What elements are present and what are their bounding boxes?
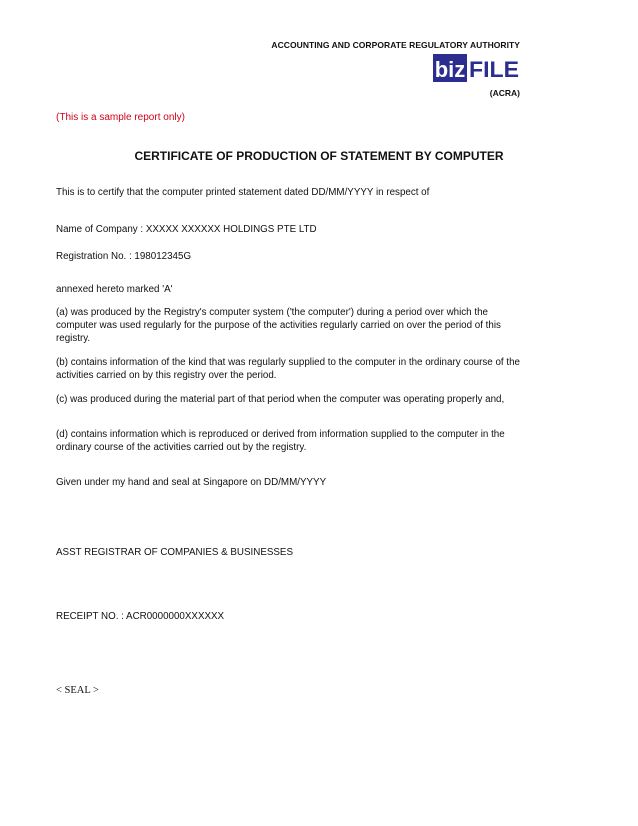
authority-heading: ACCOUNTING AND CORPORATE REGULATORY AUTHORITY — [271, 40, 520, 50]
annexed-text: annexed hereto marked 'A' — [56, 284, 173, 295]
certificate-title: CERTIFICATE OF PRODUCTION OF STATEMENT BY COMPUTER — [134, 149, 504, 163]
receipt-number: RECEIPT NO. : ACR0000000XXXXXX — [56, 611, 225, 622]
clause-c: (c) was produced during the material part of that period when the computer was operating properly and, — [56, 394, 505, 405]
registration-number: Registration No. : 198012345G — [56, 251, 192, 262]
logo-text-file: FILE — [469, 57, 519, 82]
acra-label: (ACRA) — [489, 88, 520, 98]
clause-b: (b) contains information of the kind that was regularly supplied to the computer in the ordinary course of the activities carried on by this registry over the period. — [56, 357, 520, 381]
sample-report-note: (This is a sample report only) — [56, 112, 185, 123]
seal-placeholder: < SEAL > — [56, 685, 99, 696]
clause-a: (a) was produced by the Registry's computer system ('the computer') during a period over which the computer was used regularly for the purpose of the activities regularly carried on over the period of this registry. — [56, 307, 501, 344]
clause-d: (d) contains information which is reproduced or derived from information supplied to the computer in the ordinary course of the activities carried out by the registry. — [56, 429, 505, 453]
certify-statement: This is to certify that the computer printed statement dated DD/MM/YYYY in respect of — [56, 187, 430, 198]
company-name: Name of Company : XXXXX XXXXXX HOLDINGS PTE LTD — [56, 224, 317, 235]
logo-text-biz: biz — [434, 57, 466, 82]
bizfile-logo — [433, 53, 521, 83]
signatory-title: ASST REGISTRAR OF COMPANIES & BUSINESSES — [56, 547, 293, 558]
given-under-hand: Given under my hand and seal at Singapore on DD/MM/YYYY — [56, 477, 327, 488]
